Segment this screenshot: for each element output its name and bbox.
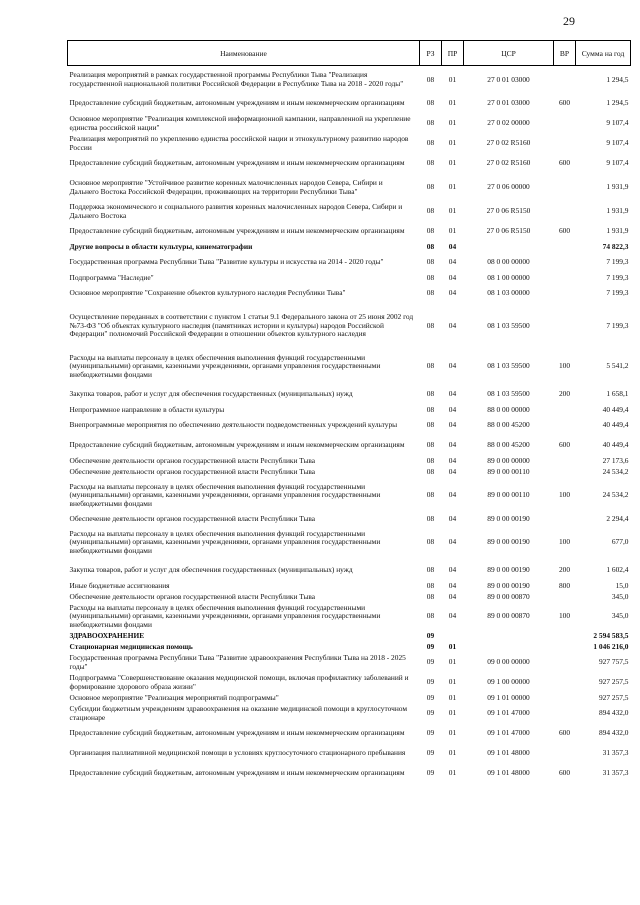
row-pr: 04	[448, 241, 457, 251]
row-pr: 01	[448, 748, 457, 758]
row-rz: 09	[426, 692, 435, 702]
row-csr: 89 0 00 00870	[487, 591, 530, 601]
row-name: Основное мероприятие "Реализация мероприятий подпрограммы"	[69, 692, 279, 702]
row-sum: 9 107,4	[606, 158, 629, 168]
table-row	[68, 174, 631, 202]
table-row	[68, 603, 631, 631]
row-csr: 88 0 00 45200	[487, 420, 530, 430]
row-sum: 1 658,1	[606, 389, 629, 399]
row-csr: 89 0 00 00000	[487, 455, 530, 465]
table-row	[68, 693, 631, 704]
row-csr: 09 1 01 48000	[487, 748, 530, 758]
row-csr: 08 1 03 59500	[487, 320, 530, 330]
table-row	[68, 349, 631, 385]
row-vr	[554, 514, 576, 525]
row-csr	[464, 642, 554, 653]
row-sum: 5 541,2	[606, 361, 629, 371]
row-vr: 600	[558, 158, 571, 168]
row-pr: 01	[448, 708, 457, 718]
budget-table	[67, 40, 631, 784]
row-csr: 89 0 00 00110	[487, 490, 530, 500]
row-vr	[554, 631, 576, 642]
row-rz: 08	[426, 591, 435, 601]
row-rz: 08	[426, 272, 435, 282]
row-vr: 200	[558, 389, 571, 399]
page-number: 29	[563, 14, 575, 28]
row-pr: 04	[448, 272, 457, 282]
row-name: Субсидии бюджетным учреждениям здравоохранения на оказание медицинской помощи в круглосуточном стационаре	[69, 704, 408, 722]
row-csr: 09 0 00 00000	[487, 657, 530, 667]
row-vr	[554, 592, 576, 603]
row-csr: 27 0 06 R5150	[486, 226, 531, 236]
row-vr: 100	[558, 361, 571, 371]
row-pr: 04	[448, 611, 457, 621]
row-vr: 200	[558, 565, 571, 575]
row-vr	[554, 66, 576, 94]
table-row	[68, 592, 631, 603]
row-name: Иные бюджетные ассигнования	[69, 580, 170, 590]
row-csr: 88 0 00 00000	[487, 404, 530, 414]
row-sum: 1 294,5	[606, 74, 629, 84]
row-csr: 08 0 00 00000	[487, 257, 530, 267]
row-rz: 08	[426, 182, 435, 192]
row-rz: 08	[426, 513, 435, 523]
row-pr: 01	[448, 138, 457, 148]
table-row	[68, 134, 631, 154]
row-pr: 04	[448, 565, 457, 575]
row-vr	[554, 467, 576, 478]
row-name: Непрограммное направление в области культуры	[69, 404, 225, 414]
row-sum: 31 357,3	[602, 768, 629, 778]
table-row	[68, 304, 631, 349]
row-sum: 927 257,5	[598, 677, 629, 687]
row-pr: 04	[448, 288, 457, 298]
row-pr: 04	[448, 389, 457, 399]
header-rz: РЗ	[420, 41, 442, 66]
row-name: Предоставление субсидий бюджетным, автономным учреждениям и иным некоммерческим организациям	[69, 440, 405, 450]
row-vr	[554, 202, 576, 222]
row-name: Основное мероприятие "Реализация комплексной информационной кампании, направленной на укрепление единства российской нации"	[69, 114, 411, 132]
row-rz: 08	[426, 118, 435, 128]
row-sum: 2 594 583,5	[593, 630, 629, 640]
table-header-row	[68, 41, 631, 66]
row-rz: 08	[426, 320, 435, 330]
row-rz: 08	[426, 389, 435, 399]
row-sum: 1 294,5	[606, 98, 629, 108]
table-row	[68, 202, 631, 222]
table-row	[68, 114, 631, 134]
row-sum: 7 199,3	[606, 320, 629, 330]
row-name: Предоставление субсидий бюджетным, автономным учреждениям и иным некоммерческим организациям	[69, 728, 405, 738]
row-name: Предоставление субсидий бюджетным, автономным учреждениям и иным некоммерческим организациям	[69, 98, 405, 108]
row-pr: 01	[448, 641, 457, 651]
row-vr	[554, 304, 576, 349]
row-vr	[554, 673, 576, 693]
row-rz: 08	[426, 74, 435, 84]
row-name: Расходы на выплаты персоналу в целях обеспечения выполнения функций государственными (муниципальными) органами, казенными учреждениями, органами управления государственными внебюджетными фондами	[69, 602, 381, 629]
row-rz: 09	[426, 677, 435, 687]
row-name: Предоставление субсидий бюджетным, автономным учреждениям и иным некоммерческим организациям	[69, 226, 405, 236]
row-pr: 04	[448, 537, 457, 547]
table-row	[68, 242, 631, 253]
row-vr: 600	[558, 440, 571, 450]
row-vr	[554, 744, 576, 764]
row-rz: 08	[426, 537, 435, 547]
row-sum: 345,0	[611, 591, 629, 601]
row-rz: 09	[426, 728, 435, 738]
row-name: ЗДРАВООХРАНЕНИЕ	[69, 630, 145, 640]
table-row	[68, 385, 631, 405]
row-pr: 04	[448, 466, 457, 476]
row-vr: 100	[558, 611, 571, 621]
table-row	[68, 744, 631, 764]
row-name: Обеспечение деятельности органов государственной власти Республики Тыва	[69, 455, 316, 465]
header-name: Наименование	[68, 41, 420, 66]
table-row	[68, 561, 631, 581]
row-name: Обеспечение деятельности органов государственной власти Республики Тыва	[69, 466, 316, 476]
row-pr: 01	[448, 768, 457, 778]
row-vr	[554, 693, 576, 704]
row-rz: 08	[426, 466, 435, 476]
row-sum: 7 199,3	[606, 272, 629, 282]
row-csr: 27 0 02 R5160	[486, 138, 531, 148]
row-vr	[554, 416, 576, 436]
row-sum: 677,0	[611, 537, 629, 547]
row-vr: 100	[558, 490, 571, 500]
row-pr: 04	[448, 404, 457, 414]
row-rz: 08	[426, 455, 435, 465]
row-rz: 08	[426, 98, 435, 108]
row-pr: 04	[448, 591, 457, 601]
row-rz: 08	[426, 158, 435, 168]
row-rz: 08	[426, 257, 435, 267]
row-csr: 27 0 01 03000	[487, 98, 530, 108]
row-name: Реализация мероприятий по укреплению единства российской нации и этнокультурному развитию народов России	[69, 134, 409, 152]
row-vr: 600	[558, 768, 571, 778]
row-pr: 01	[448, 118, 457, 128]
row-rz: 08	[426, 490, 435, 500]
row-sum: 1 046 216,0	[593, 641, 629, 651]
row-pr: 01	[448, 182, 457, 192]
row-sum: 1 602,4	[606, 565, 629, 575]
row-pr: 04	[448, 320, 457, 330]
row-name: Поддержка экономического и социального развития коренных малочисленных народов Севера, Сибири и Дальнего Востока	[69, 202, 403, 220]
row-sum: 7 199,3	[606, 288, 629, 298]
table-row	[68, 642, 631, 653]
row-pr: 04	[448, 440, 457, 450]
row-name: Реализация мероприятий в рамках государственной программы Республики Тыва "Реализация государственной национальной политики Российской Федерации в Республике Тыва на 2018 - 2020 годы"	[69, 70, 404, 88]
row-csr: 09 1 01 47000	[487, 708, 530, 718]
row-sum: 74 822,3	[602, 241, 629, 251]
row-pr: 01	[448, 677, 457, 687]
table-row	[68, 631, 631, 642]
row-pr: 01	[448, 728, 457, 738]
row-csr: 27 0 06 R5150	[486, 206, 531, 216]
row-name: Обеспечение деятельности органов государственной власти Республики Тыва	[69, 591, 316, 601]
row-vr	[554, 456, 576, 467]
row-pr: 01	[448, 657, 457, 667]
row-rz: 08	[426, 138, 435, 148]
row-sum: 927 757,5	[598, 657, 629, 667]
row-vr: 600	[558, 226, 571, 236]
row-vr	[554, 405, 576, 416]
row-sum: 1 931,9	[606, 226, 629, 236]
row-rz: 09	[426, 768, 435, 778]
table-row	[68, 66, 631, 94]
row-rz: 08	[426, 420, 435, 430]
row-rz: 08	[426, 404, 435, 414]
row-sum: 40 449,4	[602, 404, 629, 414]
row-rz: 09	[426, 630, 435, 640]
row-csr: 08 1 03 59500	[487, 361, 530, 371]
row-pr: 04	[448, 490, 457, 500]
row-vr	[554, 704, 576, 724]
row-sum: 894 432,0	[598, 728, 629, 738]
row-name: Основное мероприятие "Сохранение объектов культурного наследия Республики Тыва"	[69, 288, 346, 298]
table-row	[68, 94, 631, 114]
row-sum: 2 294,4	[606, 513, 629, 523]
row-sum: 7 199,3	[606, 257, 629, 267]
row-name: Другие вопросы в области культуры, кинематографии	[69, 241, 253, 251]
row-vr: 600	[558, 98, 571, 108]
table-row	[68, 525, 631, 561]
row-rz: 08	[426, 206, 435, 216]
row-name: Предоставление субсидий бюджетным, автономным учреждениям и иным некоммерческим организациям	[69, 158, 405, 168]
row-name: Государственная программа Республики Тыва "Развитие культуры и искусства на 2014 - 2020 годы"	[69, 257, 384, 267]
row-name: Расходы на выплаты персоналу в целях обеспечения выполнения функций государственными (муниципальными) органами, казенными учреждениями, органами управления государственными внебюджетными фондами	[69, 528, 381, 555]
row-name: Закупка товаров, работ и услуг для обеспечения государственных (муниципальных) нужд	[69, 389, 353, 399]
table-row	[68, 467, 631, 478]
row-sum: 40 449,4	[602, 440, 629, 450]
table-row	[68, 253, 631, 273]
row-pr: 01	[448, 98, 457, 108]
row-csr: 27 0 02 00000	[487, 118, 530, 128]
row-csr: 27 0 01 03000	[487, 74, 530, 84]
table-row	[68, 514, 631, 525]
row-name: Стационарная медицинская помощь	[69, 641, 193, 651]
row-name: Предоставление субсидий бюджетным, автономным учреждениям и иным некоммерческим организациям	[69, 768, 405, 778]
table-row	[68, 724, 631, 744]
row-pr: 04	[448, 513, 457, 523]
table-row	[68, 416, 631, 436]
row-name: Расходы на выплаты персоналу в целях обеспечения выполнения функций государственными (муниципальными) органами, казенными учреждениями, органами управления государственными внебюджетными фондами	[69, 481, 381, 508]
table-row	[68, 456, 631, 467]
row-csr: 09 1 01 00000	[487, 692, 530, 702]
row-csr: 27 0 06 00000	[487, 182, 530, 192]
row-rz: 08	[426, 226, 435, 236]
row-csr: 89 0 00 00110	[487, 466, 530, 476]
table-row	[68, 581, 631, 592]
row-sum: 1 931,9	[606, 206, 629, 216]
row-sum: 24 534,2	[602, 490, 629, 500]
row-csr: 89 0 00 00870	[487, 611, 530, 621]
row-name: Обеспечение деятельности органов государственной власти Республики Тыва	[69, 513, 316, 523]
row-rz: 08	[426, 580, 435, 590]
table-row	[68, 273, 631, 284]
table-row	[68, 673, 631, 693]
row-vr	[554, 653, 576, 673]
row-pr: 04	[448, 455, 457, 465]
row-pr: 01	[448, 206, 457, 216]
table-row	[68, 653, 631, 673]
row-name: Осуществление переданных в соответствии с пунктом 1 статьи 9.1 Федерального закона от 25 июня 2002 год №73-ФЗ "Об объектах культурного наследия (памятниках истории и культуры) народов Российской Федерации" полномочий Российской Федерации в отношении объектов культурного наследия	[69, 312, 414, 339]
row-vr	[554, 273, 576, 284]
row-vr	[554, 174, 576, 202]
row-pr: 04	[448, 257, 457, 267]
row-name: Подпрограмма "Наследие"	[69, 272, 154, 282]
row-rz: 08	[426, 241, 435, 251]
row-sum: 40 449,4	[602, 420, 629, 430]
row-pr: 01	[448, 74, 457, 84]
header-sum: Сумма на год	[576, 41, 631, 66]
row-csr: 27 0 02 R5160	[486, 158, 531, 168]
table-row	[68, 764, 631, 784]
row-sum: 9 107,4	[606, 138, 629, 148]
row-sum: 15,0	[615, 580, 629, 590]
table-row	[68, 478, 631, 514]
row-csr	[464, 631, 554, 642]
row-rz: 08	[426, 440, 435, 450]
row-sum: 31 357,3	[602, 748, 629, 758]
row-csr: 08 1 03 59500	[487, 389, 530, 399]
row-rz: 08	[426, 361, 435, 371]
row-pr: 01	[448, 226, 457, 236]
row-csr: 89 0 00 00190	[487, 565, 530, 575]
row-rz: 08	[426, 611, 435, 621]
row-sum: 24 534,2	[602, 466, 629, 476]
row-csr: 08 1 03 00000	[487, 288, 530, 298]
table-row	[68, 284, 631, 304]
row-vr	[554, 284, 576, 304]
row-name: Основное мероприятие "Устойчивое развитие коренных малочисленных народов Севера, Сибири и Дальнего Востока Российской Федерации, проживающих на территории Республики Тыва"	[69, 178, 383, 196]
row-csr	[464, 242, 554, 253]
table-body	[68, 66, 631, 784]
row-csr: 89 0 00 00190	[487, 537, 530, 547]
row-sum: 1 931,9	[606, 182, 629, 192]
row-pr: 04	[448, 580, 457, 590]
row-sum: 9 107,4	[606, 118, 629, 128]
row-sum: 345,0	[611, 611, 629, 621]
row-vr: 600	[558, 728, 571, 738]
row-rz: 09	[426, 641, 435, 651]
row-vr	[554, 253, 576, 273]
row-name: Закупка товаров, работ и услуг для обеспечения государственных (муниципальных) нужд	[69, 565, 353, 575]
row-pr: 04	[448, 361, 457, 371]
row-csr: 08 1 00 00000	[487, 272, 530, 282]
table-row	[68, 436, 631, 456]
row-name: Внепрограммные мероприятия по обеспечению деятельности подведомственных учреждений культуры	[69, 420, 398, 430]
row-vr	[554, 114, 576, 134]
row-csr: 89 0 00 00190	[487, 580, 530, 590]
header-csr: ЦСР	[464, 41, 554, 66]
row-name: Государственная программа Республики Тыва "Развитие здравоохранения Республики Тыва на 2018 - 2025 годы"	[69, 653, 406, 671]
row-vr	[554, 134, 576, 154]
table-row	[68, 222, 631, 242]
row-rz: 09	[426, 708, 435, 718]
row-name: Организация паллиативной медицинской помощи в условиях круглосуточного стационарного пребывания	[69, 748, 406, 758]
row-pr: 01	[448, 692, 457, 702]
row-vr	[554, 242, 576, 253]
row-sum: 27 173,6	[602, 455, 629, 465]
row-rz: 08	[426, 565, 435, 575]
header-pr: ПР	[442, 41, 464, 66]
table-row	[68, 154, 631, 174]
row-rz: 08	[426, 288, 435, 298]
row-pr: 01	[448, 158, 457, 168]
header-vr: ВР	[554, 41, 576, 66]
row-vr	[554, 642, 576, 653]
row-rz: 09	[426, 657, 435, 667]
row-rz: 09	[426, 748, 435, 758]
row-pr	[442, 631, 464, 642]
row-csr: 88 0 00 45200	[487, 440, 530, 450]
row-csr: 89 0 00 00190	[487, 513, 530, 523]
row-vr: 100	[558, 537, 571, 547]
table-row	[68, 704, 631, 724]
row-pr: 04	[448, 420, 457, 430]
row-sum: 927 257,5	[598, 692, 629, 702]
row-vr: 800	[558, 580, 571, 590]
row-csr: 09 1 01 48000	[487, 768, 530, 778]
row-sum: 894 432,0	[598, 708, 629, 718]
row-csr: 09 1 01 47000	[487, 728, 530, 738]
row-name: Расходы на выплаты персоналу в целях обеспечения выполнения функций государственными (муниципальными) органами, казенными учреждениями, органами управления государственными внебюджетными фондами	[69, 352, 381, 379]
table-row	[68, 405, 631, 416]
row-csr: 09 1 00 00000	[487, 677, 530, 687]
row-name: Подпрограмма "Совершенствование оказания медицинской помощи, включая профилактику заболеваний и формирование здорового образа жизни"	[69, 673, 409, 691]
